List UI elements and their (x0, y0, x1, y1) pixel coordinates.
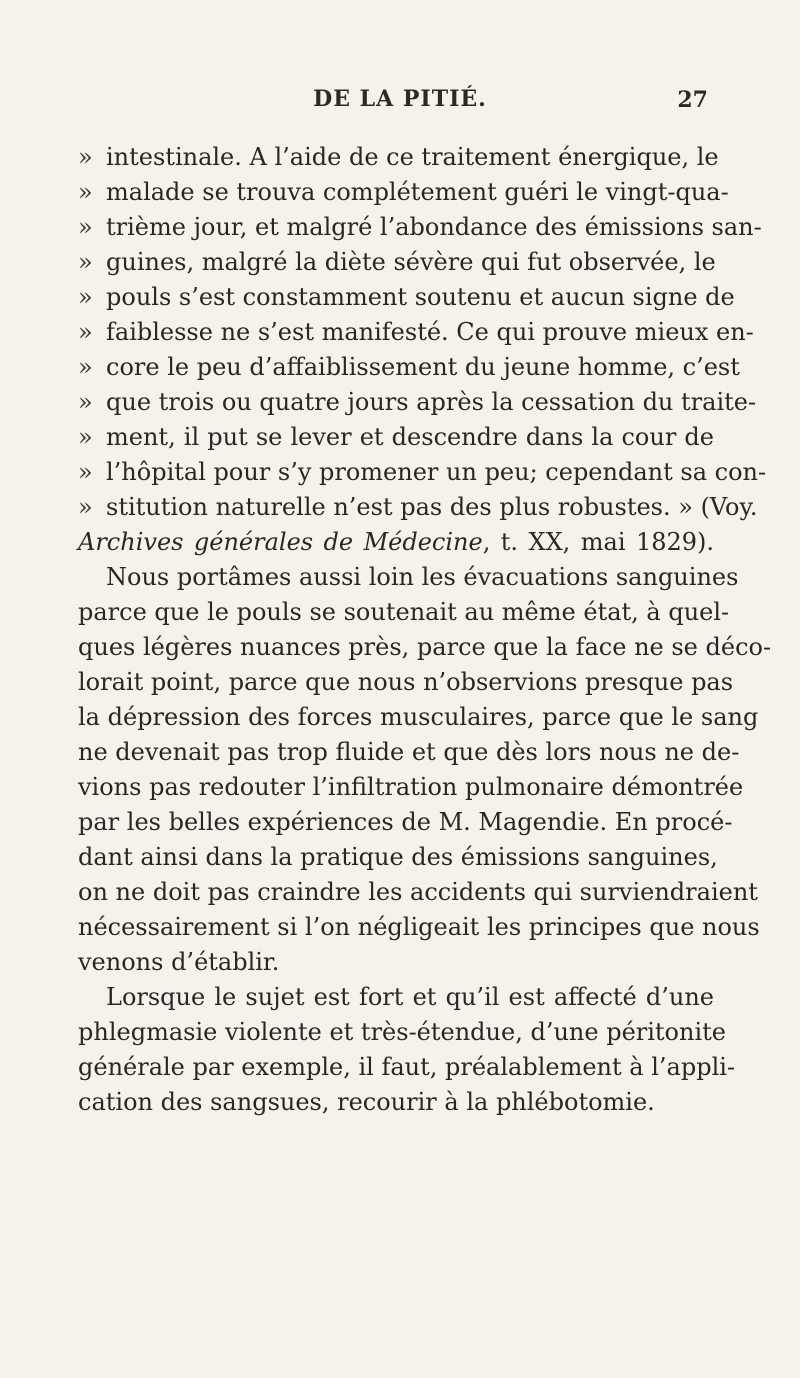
quote-mark: » (78, 353, 93, 381)
quote-line: » malade se trouva complétement guéri le vingt-qua- (78, 178, 729, 206)
quote-mark: » (78, 143, 93, 171)
running-head (0, 86, 800, 122)
paragraph-line: parce que le pouls se soutenait au même état, à quel- (78, 598, 730, 626)
paragraph-line: Nous portâmes aussi loin les évacuations sanguines (106, 563, 739, 591)
paragraph-line: on ne doit pas craindre les accidents qui surviendraient (78, 878, 758, 906)
paragraph-line: par les belles expériences de M. Magendie. En procé- (78, 808, 733, 836)
paragraph-line: phlegmasie violente et très-étendue, d’une péritonite (78, 1018, 726, 1046)
paragraph-line: nécessairement si l’on négligeait les principes que nous (78, 913, 760, 941)
citation-rest: , t. XX, mai 1829). (482, 528, 715, 556)
paragraph-line: vions pas redouter l’infiltration pulmonaire démontrée (78, 773, 744, 801)
quote-line: » que trois ou quatre jours après la cessation du traite- (78, 388, 757, 416)
quote-mark: » (78, 178, 93, 206)
quote-line: » core le peu d’affaiblissement du jeune homme, c’est (78, 353, 740, 381)
quote-mark: » (78, 493, 93, 521)
quote-mark: » (78, 458, 93, 486)
quote-mark: » (78, 283, 93, 311)
paragraph-line: la dépression des forces musculaires, parce que le sang (78, 703, 759, 731)
citation-line (78, 527, 714, 557)
quote-mark: » (78, 423, 93, 451)
quote-line: » stitution naturelle n’est pas des plus robustes. » (Voy. (78, 493, 758, 521)
quote-line: » guines, malgré la diète sévère qui fut observée, le (78, 248, 716, 276)
quote-mark: » (78, 248, 93, 276)
paragraph-line: venons d’établir. (78, 948, 280, 976)
citation-title: Archives générales de Médecine (78, 528, 483, 556)
paragraph-line: lorait point, parce que nous n’observions presque pas (78, 668, 734, 696)
quote-line: » l’hôpital pour s’y promener un peu; cependant sa con- (78, 458, 767, 486)
quote-line: » pouls s’est constamment soutenu et aucun signe de (78, 283, 735, 311)
quote-line: » trième jour, et malgré l’abondance des émissions san- (78, 213, 762, 241)
paragraph-line: Lorsque le sujet est fort et qu’il est affecté d’une (106, 983, 714, 1011)
page-number: 27 (677, 87, 708, 113)
paragraph-line: ques légères nuances près, parce que la face ne se déco- (78, 633, 772, 661)
quote-mark: » (78, 388, 93, 416)
quote-mark: » (78, 213, 93, 241)
paragraph-line: dant ainsi dans la pratique des émissions sanguines, (78, 843, 718, 871)
quote-mark: » (78, 318, 93, 346)
quote-line: » ment, il put se lever et descendre dans la cour de (78, 423, 714, 451)
paragraph-line: cation des sangsues, recourir à la phlébotomie. (78, 1088, 655, 1116)
paragraph-line: ne devenait pas trop fluide et que dès lors nous ne de- (78, 738, 740, 766)
quote-line: » faiblesse ne s’est manifesté. Ce qui prouve mieux en- (78, 318, 754, 346)
paragraph-line: générale par exemple, il faut, préalablement à l’appli- (78, 1053, 736, 1081)
running-title: DE LA PITIÉ. (313, 86, 487, 112)
quote-line: » intestinale. A l’aide de ce traitement énergique, le (78, 143, 719, 171)
